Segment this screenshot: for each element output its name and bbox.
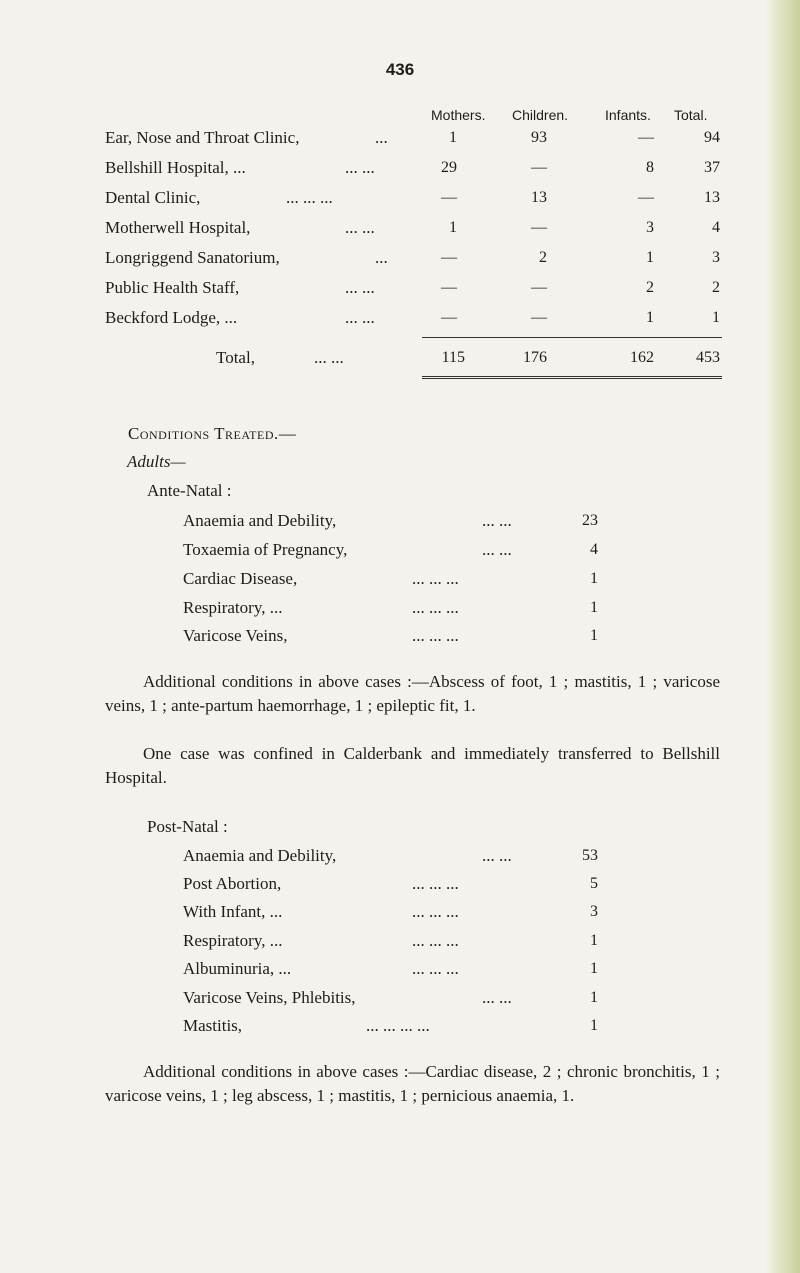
col-header-total: Total. <box>674 107 708 123</box>
cell-total: 94 <box>704 129 720 146</box>
col-header-children: Children. <box>512 107 569 123</box>
cell-children: 93 <box>531 129 547 146</box>
page-number: 436 <box>385 60 415 79</box>
total-rule <box>422 337 722 338</box>
ante-natal-item-value: 4 <box>590 541 598 558</box>
post-natal-item-value: 1 <box>590 989 598 1006</box>
post-natal-item-value: 1 <box>590 1017 598 1034</box>
cell-infants: 2 <box>646 279 654 296</box>
cell-total: 1 <box>712 309 720 326</box>
post-natal-item-label: Respiratory, ... <box>183 931 283 950</box>
page-edge <box>766 0 800 1273</box>
total-double-rule <box>422 376 722 381</box>
row-label: Beckford Lodge, ... <box>105 308 238 327</box>
post-natal-additional: Additional conditions in above cases :—Cardiac disease, 2 ; chronic bronchitis, 1 ; varicose veins, 1 ; leg abscess, 1 ; mastitis, 1 ; pernicious anaemia, 1. <box>105 1062 720 1105</box>
ante-natal-item-label: Varicose Veins, <box>183 626 288 645</box>
post-natal-item-label: With Infant, ... <box>183 902 283 921</box>
cell-infants: 1 <box>646 249 654 266</box>
post-natal-heading: Post-Natal : <box>147 817 228 836</box>
row-leader: ... ... <box>345 158 375 177</box>
post-natal-item-label: Post Abortion, <box>183 874 282 893</box>
row-leader: ... ... <box>345 218 375 237</box>
cell-infants: 8 <box>646 159 654 176</box>
post-natal-item-leader: ... ... ... <box>412 874 459 893</box>
post-natal-item-value: 53 <box>582 847 598 864</box>
cell-total: 2 <box>712 279 720 296</box>
row-label: Longriggend Sanatorium, <box>105 248 280 267</box>
cell-mothers: 1 <box>449 129 457 146</box>
total-label: Total, <box>216 348 255 367</box>
row-label: Motherwell Hospital, <box>105 218 251 237</box>
cell-mothers: — <box>441 249 457 266</box>
ante-natal-item-value: 1 <box>590 599 598 616</box>
cell-children: — <box>531 309 547 326</box>
ante-natal-item-value: 1 <box>590 570 598 587</box>
total-children: 176 <box>523 349 547 366</box>
cell-total: 3 <box>712 249 720 266</box>
ante-natal-item-leader: ... ... ... <box>412 626 459 645</box>
ante-natal-item-label: Respiratory, ... <box>183 598 283 617</box>
cell-infants: — <box>638 129 654 146</box>
ante-natal-item-label: Anaemia and Debility, <box>183 511 337 530</box>
cell-mothers: 29 <box>441 159 457 176</box>
col-header-infants: Infants. <box>605 107 651 123</box>
ante-natal-item-leader: ... ... ... <box>412 569 459 588</box>
total-leader: ... ... <box>314 348 344 367</box>
row-leader: ... <box>375 248 388 267</box>
cell-children: — <box>531 159 547 176</box>
total-total: 453 <box>696 349 720 366</box>
total-infants: 162 <box>630 349 654 366</box>
post-natal-item-leader: ... ... ... <box>412 931 459 950</box>
cell-children: 2 <box>539 249 547 266</box>
post-natal-item-value: 1 <box>590 932 598 949</box>
row-leader: ... <box>375 128 388 147</box>
post-natal-item-leader: ... ... <box>482 846 512 865</box>
col-header-mothers: Mothers. <box>431 107 486 123</box>
cell-children: — <box>531 219 547 236</box>
ante-natal-item-label: Cardiac Disease, <box>183 569 298 588</box>
total-mothers: 115 <box>441 349 465 366</box>
post-natal-item-leader: ... ... ... <box>412 959 459 978</box>
ante-natal-heading: Ante-Natal : <box>147 481 232 500</box>
post-natal-item-leader: ... ... <box>482 988 512 1007</box>
ante-natal-additional: Additional conditions in above cases :—Abscess of foot, 1 ; mastitis, 1 ; varicose veins, 1 ; ante-partum haemorrhage, 1 ; epileptic fit, 1. <box>105 672 720 715</box>
adults-heading: Adults— <box>127 452 186 471</box>
post-natal-item-leader: ... ... ... ... <box>366 1016 430 1035</box>
row-label: Dental Clinic, <box>105 188 201 207</box>
ante-natal-item-leader: ... ... <box>482 540 512 559</box>
ante-natal-item-label: Toxaemia of Pregnancy, <box>183 540 348 559</box>
ante-natal-item-value: 1 <box>590 627 598 644</box>
ante-natal-item-leader: ... ... <box>482 511 512 530</box>
cell-total: 4 <box>712 219 720 236</box>
cell-children: 13 <box>531 189 547 206</box>
conditions-heading: Conditions Treated.— <box>128 424 297 443</box>
row-label: Public Health Staff, <box>105 278 240 297</box>
post-natal-item-value: 3 <box>590 903 598 920</box>
row-label: Bellshill Hospital, ... <box>105 158 246 177</box>
cell-infants: 3 <box>646 219 654 236</box>
post-natal-item-leader: ... ... ... <box>412 902 459 921</box>
row-leader: ... ... ... <box>286 188 333 207</box>
post-natal-item-label: Anaemia and Debility, <box>183 846 337 865</box>
row-leader: ... ... <box>345 278 375 297</box>
cell-children: — <box>531 279 547 296</box>
ante-natal-item-leader: ... ... ... <box>412 598 459 617</box>
post-natal-item-value: 5 <box>590 875 598 892</box>
cell-mothers: 1 <box>449 219 457 236</box>
cell-infants: 1 <box>646 309 654 326</box>
post-natal-item-label: Albuminuria, ... <box>183 959 292 978</box>
post-natal-item-label: Mastitis, <box>183 1016 243 1035</box>
cell-infants: — <box>638 189 654 206</box>
cell-total: 37 <box>704 159 720 176</box>
post-natal-item-label: Varicose Veins, Phlebitis, <box>183 988 356 1007</box>
post-natal-item-value: 1 <box>590 960 598 977</box>
cell-mothers: — <box>441 309 457 326</box>
ante-natal-item-value: 23 <box>582 512 598 529</box>
cell-mothers: — <box>441 279 457 296</box>
row-label: Ear, Nose and Throat Clinic, <box>105 128 300 147</box>
ante-natal-note: One case was confined in Calderbank and immediately transferred to Bellshill Hospital. <box>105 744 720 787</box>
cell-mothers: — <box>441 189 457 206</box>
cell-total: 13 <box>704 189 720 206</box>
row-leader: ... ... <box>345 308 375 327</box>
